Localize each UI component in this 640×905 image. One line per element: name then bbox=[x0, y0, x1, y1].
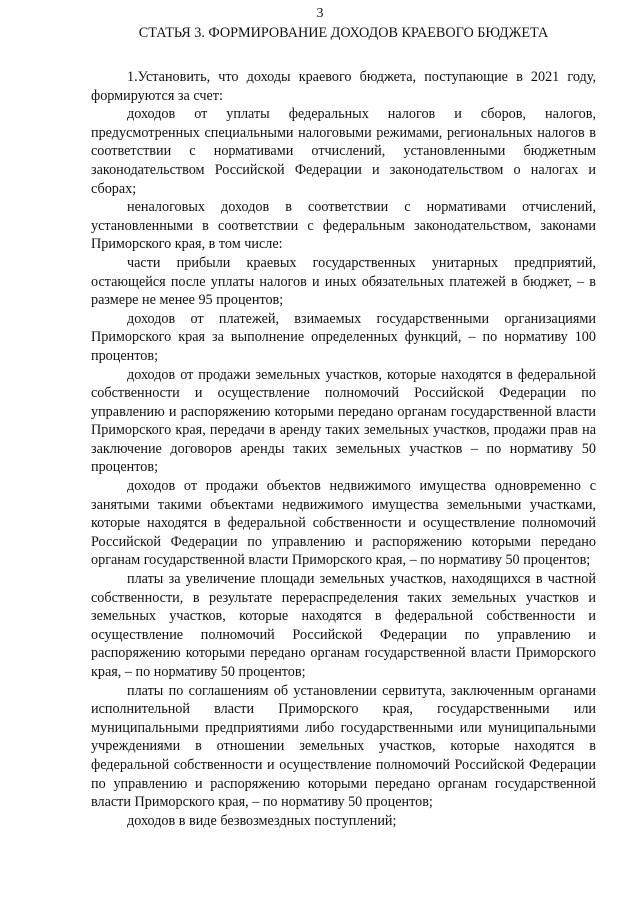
paragraph-land-sale: доходов от продажи земельных участков, которые находятся в федеральной собственности и осуществление полномочий Российской Федерации по управлению и распоряжению которыми передано органам государственной власти Приморского края, передачи в аренду таких земельных участков, продажи прав на заключение договоров аренды таких земельных участков – по нормативу 50 процентов; bbox=[91, 366, 596, 476]
paragraph-non-tax-revenue: неналоговых доходов в соответствии с нормативами отчислений, установленными в соответствии с федеральным законодательством, законами Приморского края, в том числе: bbox=[91, 199, 596, 253]
article-body bbox=[91, 68, 596, 830]
paragraph-intro: 1.Установить, что доходы краевого бюджета, поступающие в 2021 году, формируются за счет: bbox=[91, 69, 596, 104]
paragraph-gratuitous-receipts: доходов в виде безвозмездных поступлений; bbox=[127, 812, 397, 829]
paragraph-land-area-increase: платы за увеличение площади земельных участков, находящихся в частной собственности, в результате перераспределения таких земельных участков и земельных участков, которые находятся в федеральной собственности и осуществление полномочий Российской Федерации по управлению и распоряжению которыми передано органам государственной власти Приморского края, – по нормативу 50 процентов; bbox=[91, 571, 596, 680]
paragraph-federal-taxes: доходов от уплаты федеральных налогов и сборов, налогов, предусмотренных специальными налоговыми режимами, региональных налогов в соответствии с нормативами отчислений, установленными бюджетным законодательством Российской Федерации и законодательством о налогах и сборах; bbox=[91, 106, 596, 197]
paragraph-unitary-enterprises-profit: части прибыли краевых государственных унитарных предприятий, остающейся после уплаты налогов и иных обязательных платежей в бюджет, – в размере не менее 95 процентов; bbox=[91, 254, 596, 309]
paragraph-real-estate-sale: доходов от продажи объектов недвижимого имущества одновременно с занятыми такими объектами недвижимого имущества земельными участками, которые находятся в федеральной собственности и осуществление полномочий Российской Федерации по управлению и распоряжению которыми передано органам государственной власти Приморского края, – по нормативу 50 процентов; bbox=[91, 478, 596, 569]
article-heading: СТАТЬЯ 3. ФОРМИРОВАНИЕ ДОХОДОВ КРАЕВОГО БЮДЖЕТА bbox=[138, 25, 549, 41]
paragraph-servitude-fees: платы по соглашениям об установлении сервитута, заключенным органами исполнительной власти Приморского края, государственными или муниципальными предприятиями либо государственными или муниципальными учреждениями в отношении земельных участков, которые находятся в федеральной собственности и осуществление полномочий Российской Федерации по управлению и распоряжению которыми передано органам государственной власти Приморского края, – по нормативу 50 процентов; bbox=[91, 682, 596, 811]
paragraph-organization-payments: доходов от платежей, взимаемых государственными организациями Приморского края за выполнение определенных функций, – по нормативу 100 процентов; bbox=[91, 310, 596, 364]
page-number: 3 bbox=[316, 6, 324, 21]
